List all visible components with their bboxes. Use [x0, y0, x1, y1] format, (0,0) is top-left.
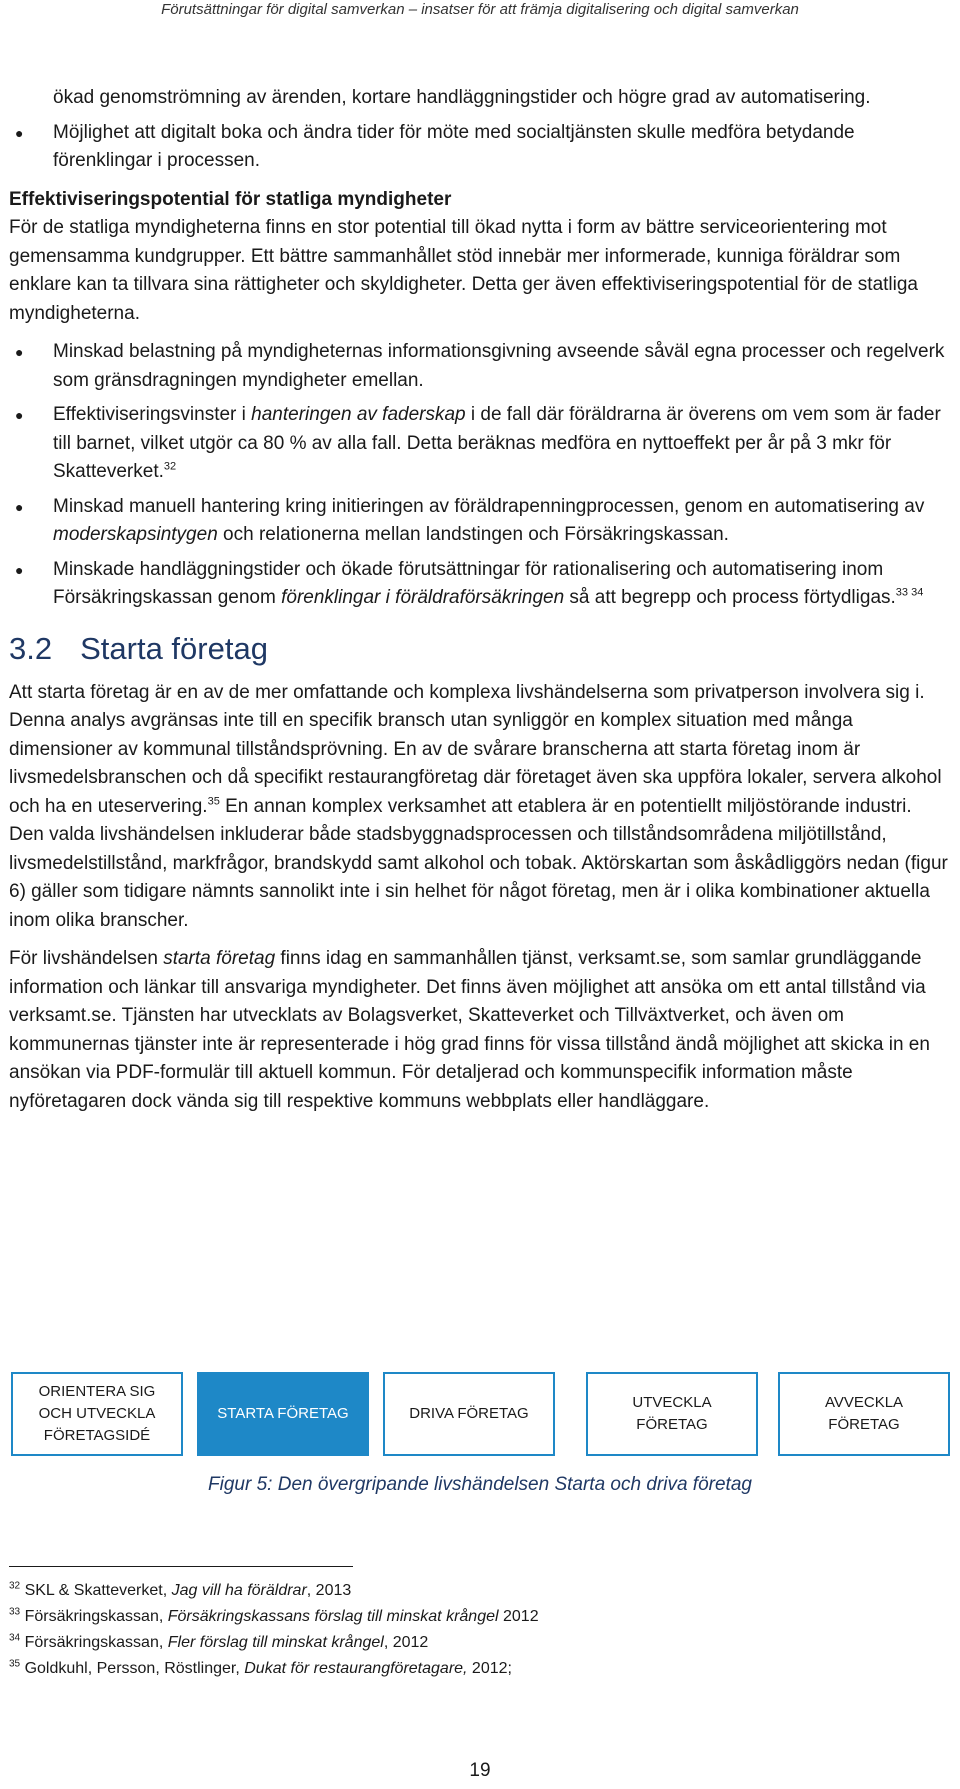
figure-caption: Figur 5: Den övergripande livshändelsen Starta och driva företag — [208, 1474, 752, 1495]
list-item: ● Minskad belastning på myndigheternas informationsgivning avseende såväl egna processer och regelverk som gränsdragningen myndigheter emellan. — [9, 338, 951, 395]
footnotes — [9, 1578, 951, 1682]
paragraph: För de statliga myndigheterna finns en stor potential till ökad nytta i form av bättre serviceorientering mot gemensamma kundgrupper. Ett bättre sammanhållet stöd innebär mer informerade, kunniga föräldrar som enklare kan ta tillvara sina rättigheter och skyldigheter. Detta ger även effektiviseringspotential för de statliga myndigheterna. — [9, 217, 918, 324]
bullet-icon: ● — [15, 124, 24, 141]
paragraph: För livshändelsen starta företag finns idag en sammanhållen tjänst, verksamt.se, som samlar grundläggande information och länkar till ansvariga myndigheter. Det finns även möjlighet att ansöka om ett antal tillstånd via verksamt.se. Tjänsten har utvecklats av Bolagsverket, Skatteverket och Tillväxtverket, och även om kommunernas tjänster inte är representerade i hög grad finns för vissa tillstånd ändå möjlighet att skicka in en ansökan via PDF-formulär till aktuell kommun. För detaljerad och kommunspecifik information måste nyföretagaren dock vända sig till respektive kommuns webbplats eller handläggare. — [9, 948, 930, 1112]
main-content — [9, 84, 951, 1126]
intro-bullet-list — [9, 84, 951, 176]
list-item: ökad genomströmning av ärenden, kortare handläggningstider och högre grad av automatisering. — [53, 87, 871, 108]
footnote-ref[interactable]: 32 — [163, 460, 177, 473]
step-starta: STARTA FÖRETAG — [197, 1372, 369, 1456]
subheading: Effektiviseringspotential för statliga myndigheter — [9, 188, 452, 210]
step-avveckla: AVVECKLA FÖRETAG — [778, 1372, 950, 1456]
footnote: $^{32}$ SKL & Skatteverket, Jag vill ha föräldrar, 2013 — [9, 1580, 352, 1599]
footnote-ref[interactable]: 33 34 — [895, 586, 924, 599]
step-orientera: ORIENTERA SIG OCH UTVECKLA FÖRETAGSIDÉ — [11, 1372, 183, 1456]
section-heading: 3.2 Starta företag — [9, 630, 268, 666]
page-number: 19 — [469, 1760, 491, 1781]
footnote: $^{34}$ Försäkringskassan, Fler förslag till minskat krångel, 2012 — [9, 1632, 429, 1651]
footnote-divider — [9, 1566, 353, 1567]
process-diagram — [0, 1372, 960, 1458]
list-item: ● Möjlighet att digitalt boka och ändra tider för möte med socialtjänsten skulle medföra betydande förenklingar i processen. — [9, 119, 951, 176]
bullet-icon: ● — [15, 344, 24, 360]
running-header: Förutsättningar för digital samverkan – insatser för att främja digitalisering och digital samverkan — [161, 1, 799, 18]
step-driva: DRIVA FÖRETAG — [383, 1372, 555, 1456]
list-item: ● Effektiviseringsvinster i hanteringen av faderskap i de fall där föräldrarna är överens om vem som är fader till barnet, vilket utgör ca 80 % av alla fall. Detta beräknas medföra en nyttoeffekt per år på 3 mkr för Skatteverket.$^{32}$ — [9, 401, 951, 487]
footnote: $^{35}$ Goldkuhl, Persson, Röstlinger, Dukat för restaurangföretagare, 2012; — [9, 1658, 512, 1677]
paragraph: Att starta företag är en av de mer omfattande och komplexa livshändelserna som privatperson involvera sig i. Denna analys avgränsas inte till en specifik bransch utan synliggör en komplex situation med många dimensioner av kommunal tillståndsprövning. En av de svårare branscherna att starta företag inom är livsmedelsbranschen och då specifikt restaurangföretag där företaget även ska uppföra lokaler, servera alkohol och ha en uteservering.$^{35}$ En annan komplex verksamhet att etablera är en potentiellt miljöstörande industri. Den valda livshändelsen inkluderar både stadsbyggnadsprocessen och tillståndsområdena miljötillstånd, livsmedelstillstånd, markfrågor, brandskydd samt alkohol och tobak. Aktörskartan som åskådliggörs nedan (figur 6) gäller som tidigare nämnts sannolikt inte i sin helhet för något företag, men är i olika kombinationer aktuella inom olika branscher. — [9, 681, 948, 931]
footnote-ref[interactable]: 35 — [207, 795, 220, 808]
bullet-icon: ● — [15, 498, 24, 515]
step-utveckla: UTVECKLA FÖRETAG — [586, 1372, 758, 1456]
bullet-icon: ● — [15, 561, 24, 578]
footnote: $^{33}$ Försäkringskassan, Försäkringskassans förslag till minskat krångel 2012 — [9, 1606, 539, 1625]
list-item: ● Minskad manuell hantering kring initieringen av föräldrapenningprocessen, genom en automatisering av moderskapsintygen och relationerna mellan landstingen och Försäkringskassan. — [9, 493, 951, 550]
list-item: ● Minskade handläggningstider och ökade förutsättningar för rationalisering och automatisering inom Försäkringskassan genom förenklingar i föräldraförsäkringen så att begrepp och process förtydligas.$^{33 34}$ — [9, 556, 951, 613]
bullet-icon: ● — [15, 407, 24, 423]
benefit-bullet-list — [9, 338, 951, 613]
